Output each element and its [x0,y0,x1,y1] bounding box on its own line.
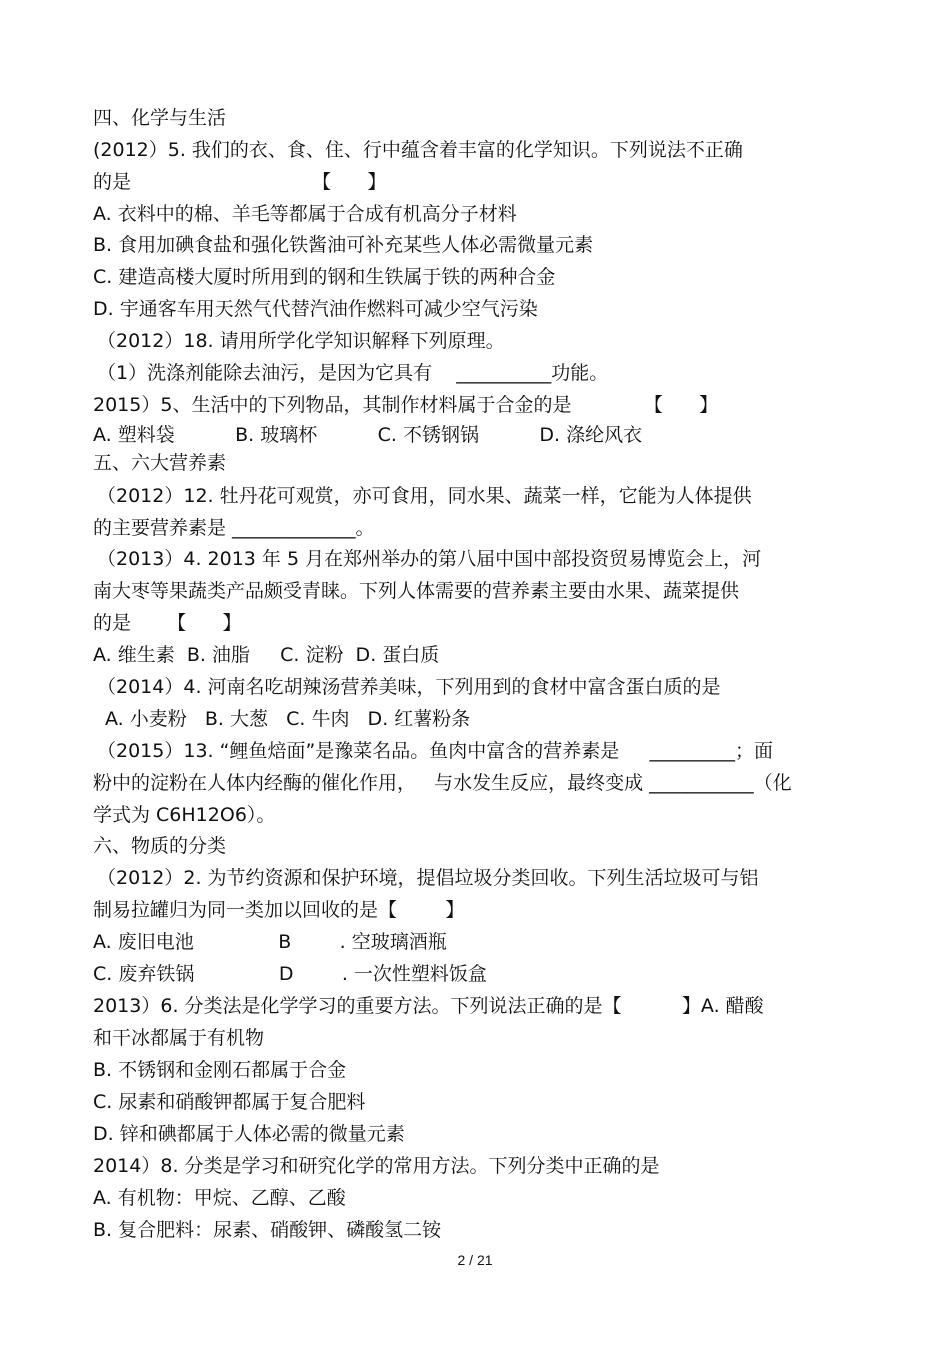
option-b: B. 不锈钢和金刚石都属于合金 [93,1059,347,1081]
option-b: B. 复合肥料：尿素、硝酸钾、磷酸氢二铵 [93,1219,442,1241]
option-c: C. 尿素和硝酸钾都属于复合肥料 [93,1091,366,1113]
section-heading-classification: 六、物质的分类 [93,835,227,857]
question-2013-4-stem-cont2: 的是 【 】 [93,612,242,634]
section-heading-chem-life: 四、化学与生活 [93,107,227,129]
question-2012-2-stem: （2012）2. 为节约资源和保护环境，提倡垃圾分类回收。下列生活垃圾可与铝 [97,867,759,889]
question-2015-13-stem-cont2: 学式为 C6H12O6）。 [93,804,276,826]
question-2014-4-stem: （2014）4. 河南名吃胡辣汤营养美味，下列用到的食材中富含蛋白质的是 [97,676,721,698]
question-2014-8-stem: 2014）8. 分类是学习和研究化学的常用方法。下列分类中正确的是 [93,1155,660,1177]
option-a: A. 有机物：甲烷、乙醇、乙酸 [93,1187,346,1209]
question-2015-5-stem: 2015）5、生活中的下列物品，其制作材料属于合金的是 【 】 [93,394,719,416]
question-2014-4-options: A. 小麦粉 B. 大葱 C. 牛肉 D. 红薯粉条 [105,708,471,730]
question-2015-13-stem: （2015）13. “鲤鱼焙面”是豫菜名品。鱼肉中富含的营养素是 _________；面 [97,740,773,762]
question-2013-4-stem: （2013）4. 2013 年 5 月在郑州举办的第八届中国中部投资贸易博览会上，河 [97,548,762,570]
page-number: 2 / 21 [457,1252,493,1268]
section-heading-nutrients: 五、六大营养素 [93,452,227,474]
question-2012-2-options-ab: A. 废旧电池 B . 空玻璃酒瓶 [93,931,447,953]
question-2012-2-options-cd: C. 废弃铁锅 D . 一次性塑料饭盒 [93,963,487,985]
question-2012-18-stem: （2012）18. 请用所学化学知识解释下列原理。 [97,330,505,352]
option-c: C. 建造高楼大厦时所用到的钢和生铁属于铁的两种合金 [93,266,556,288]
question-2013-4-options: A. 维生素 B. 油脂 C. 淀粉 D. 蛋白质 [93,644,440,666]
question-2015-5-options: A. 塑料袋 B. 玻璃杯 C. 不锈钢锅 D. 涤纶风衣 [93,424,643,446]
question-2012-2-stem-cont: 制易拉罐归为同一类加以回收的是【 】 [93,899,465,921]
option-a: A. 衣料中的棉、羊毛等都属于合成有机高分子材料 [93,203,517,225]
question-2012-12-stem: （2012）12. 牡丹花可观赏，亦可食用，同水果、蔬菜一样，它能为人体提供 [97,485,752,507]
question-2013-6-stem: 2013）6. 分类法是化学学习的重要方法。下列说法正确的是【 】A. 醋酸 [93,995,764,1017]
option-b: B. 食用加碘食盐和强化铁酱油可补充某些人体必需微量元素 [93,234,594,256]
question-2012-12-stem-cont: 的主要营养素是 _____________。 [93,517,375,539]
question-2015-13-stem-cont: 粉中的淀粉在人体内经酶的催化作用， 与水发生反应，最终变成 ___________（化 [93,772,792,794]
question-2013-4-stem-cont: 南大枣等果蔬类产品颇受青睐。下列人体需要的营养素主要由水果、蔬菜提供 [93,580,740,602]
question-2012-5-stem-cont: 的是 【 】 [93,171,387,193]
question-2012-5-stem: (2012）5. 我们的衣、食、住、行中蕴含着丰富的化学知识。下列说法不正确 [93,139,743,161]
question-2013-6-stem-cont: 和干冰都属于有机物 [93,1027,265,1049]
option-d: D. 锌和碘都属于人体必需的微量元素 [93,1123,405,1145]
question-2012-18-part1: （1）洗涤剂能除去油污，是因为它具有 __________功能。 [97,362,609,384]
option-d: D. 宇通客车用天然气代替汽油作燃料可减少空气污染 [93,298,538,320]
